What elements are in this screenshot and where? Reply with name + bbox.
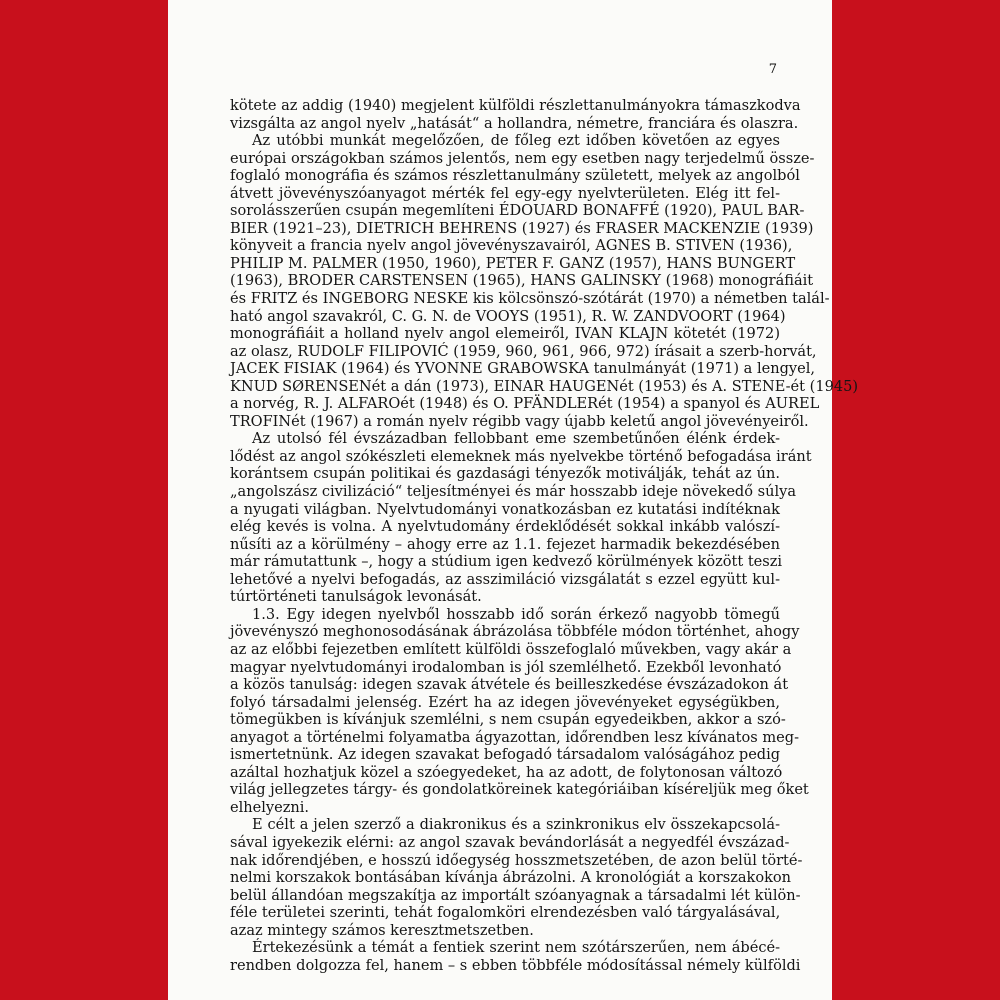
text-line: túrtörténeti tanulságok levonását. [230, 588, 482, 606]
text-line: vizsgálta az angol nyelv „hatását“ a hollandra, németre, franciára és olaszra. [230, 114, 799, 132]
text-line: monográfiáit a holland nyelv angol elemeiről, IVAN KLAJN kötetét (1972) [230, 325, 780, 343]
text-line: elég kevés is volna. A nyelvtudomány érdeklődését sokkal inkább valószí- [230, 518, 780, 536]
text-line: könyveit a francia nyelv angol jövevényszavairól, AGNES B. STIVEN (1936), [230, 237, 793, 255]
text-line: foglaló monográfia és számos részlettanulmány született, melyek az angolból [230, 167, 800, 185]
text-line: már rámutattunk –, hogy a stúdium igen kedvező körülmények között teszi [230, 553, 783, 571]
text-line: rendben dolgozza fel, hanem – s ebben többféle módosítással némely külföldi [230, 956, 801, 974]
text-line: sával igyekezik elérni: az angol szavak bevándorlását a negyedfél évszázad- [230, 833, 790, 851]
text-line: PHILIP M. PALMER (1950, 1960), PETER F. GANZ (1957), HANS BUNGERT [230, 254, 796, 272]
text-line: KNUD SØRENSENét a dán (1973), EINAR HAUGENét (1953) és A. STENE-ét (1945) [230, 377, 859, 395]
text-line: „angolszász civilizáció“ teljesítményei és már hosszabb ideje növekedő súlya [230, 483, 797, 501]
text-line: ismertetnünk. Az idegen szavakat befogadó társadalom valóságához pedig [230, 746, 781, 764]
text-line: (1963), BRODER CARSTENSEN (1965), HANS GALINSKY (1968) monográfiáit [230, 272, 814, 290]
text-line: azáltal hozhatjuk közel a szóegyedeket, ha az adott, de folytonosan változó [230, 763, 783, 781]
text-line: féle területei szerinti, tehát fogalomköri elrendezésben való tárgyalásával, [230, 904, 781, 922]
text-line: ható angol szavakról, C. G. N. de VOOYS (1951), R. W. ZANDVOORT (1964) [230, 307, 786, 325]
text-line: magyar nyelvtudományi irodalomban is jól szemlélhető. Ezekből levonható [230, 658, 782, 676]
text-line: lehetővé a nyelvi befogadás, az asszimiláció vizsgálatát s ezzel együtt kul- [230, 570, 780, 588]
text-line: európai országokban számos jelentős, nem egy esetben nagy terjedelmű össze- [230, 149, 815, 167]
text-line: E célt a jelen szerző a diakronikus és a szinkronikus elv összekapcsolá- [252, 816, 780, 834]
text-line: elhelyezni. [230, 798, 310, 816]
text-line: BIER (1921–23), DIETRICH BEHRENS (1927) és FRASER MACKENZIE (1939) [230, 219, 814, 237]
text-line: JACEK FISIAK (1964) és YVONNE GRABOWSKA tanulmányát (1971) a lengyel, [230, 360, 816, 378]
text-line: tömegükben is kívánjuk szemlélni, s nem csupán egyedeikben, akkor a szó- [230, 711, 786, 729]
text-line: nűsíti az a körülmény – ahogy erre az 1.1. fejezet harmadik bekezdésében [230, 535, 780, 553]
text-line: azaz mintegy számos keresztmetszetben. [230, 921, 534, 939]
text-line: belül állandóan megszakítja az importált szóanyagnak a társadalmi lét külön- [230, 886, 801, 904]
text-line: folyó társadalmi jelenség. Ezért ha az idegen jövevényeket egységükben, [230, 693, 780, 711]
text-line: a nyugati világban. Nyelvtudományi vonatkozásban ez kutatási indítéknak [230, 500, 780, 518]
text-line: lődést az angol szókészleti elemeknek más nyelvekbe történő befogadása iránt [230, 447, 812, 465]
text-line: Értekezésünk a témát a fentiek szerint nem szótárszerűen, nem ábécé- [252, 939, 780, 957]
text-line: Az utolsó fél évszázadban fellobbant eme szembetűnően élénk érdek- [252, 430, 780, 448]
text-line: és FRITZ és INGEBORG NESKE kis kölcsönszó-szótárát (1970) a németben talál- [230, 290, 830, 308]
text-line: világ jellegzetes tárgy- és gondolatköreinek kategóriáiban kíséreljük meg őket [230, 781, 809, 799]
text-line: 1.3. Egy idegen nyelvből hosszabb idő során érkező nagyobb tömegű [252, 605, 780, 623]
text-line: nelmi korszakok bontásában kívánja ábrázolni. A kronológiát a korszakokon [230, 869, 792, 887]
text-line: az az előbbi fejezetben említett külföldi összefoglaló művekben, vagy akár a [230, 640, 792, 658]
text-line: az olasz, RUDOLF FILIPOVIĆ (1959, 960, 961, 966, 972) írásait a szerb-horvát, [230, 342, 817, 360]
page-number: 7 [768, 62, 777, 77]
text-line: átvett jövevényszóanyagot mérték fel egy-egy nyelvterületen. Elég itt fel- [230, 184, 780, 202]
text-line: jövevényszó meghonosodásának ábrázolása többféle módon történhet, ahogy [230, 623, 800, 641]
text-line: nak időrendjében, e hosszú időegység hosszmetszetében, de azon belül törté- [230, 851, 803, 869]
text-line: a norvég, R. J. ALFAROét (1948) és O. PFÄNDLERét (1954) a spanyol és AUREL [230, 395, 820, 413]
text-line: kötete az addig (1940) megjelent külföldi részlettanulmányokra támaszkodva [230, 97, 801, 114]
book-page [168, 0, 859, 1000]
text-line: anyagot a történelmi folyamatba ágyazottan, időrendben lesz kívánatos meg- [230, 728, 799, 746]
text-line: Az utóbbi munkát megelőzően, de főleg ezt időben követően az egyes [252, 132, 780, 150]
body-text [230, 97, 859, 974]
text-line: TROFINét (1967) a román nyelv régibb vagy újabb keletű angol jövevényeiről. [230, 412, 809, 430]
text-line: sorolásszerűen csupán megemlíteni ÉDOUARD BONAFFÉ (1920), PAUL BAR- [230, 202, 805, 220]
text-line: a közös tanulság: idegen szavak átvétele és beilleszkedése évszázadokon át [230, 676, 789, 694]
text-line: korántsem csupán politikai és gazdasági tényezők motiválják, tehát az ún. [230, 465, 780, 483]
